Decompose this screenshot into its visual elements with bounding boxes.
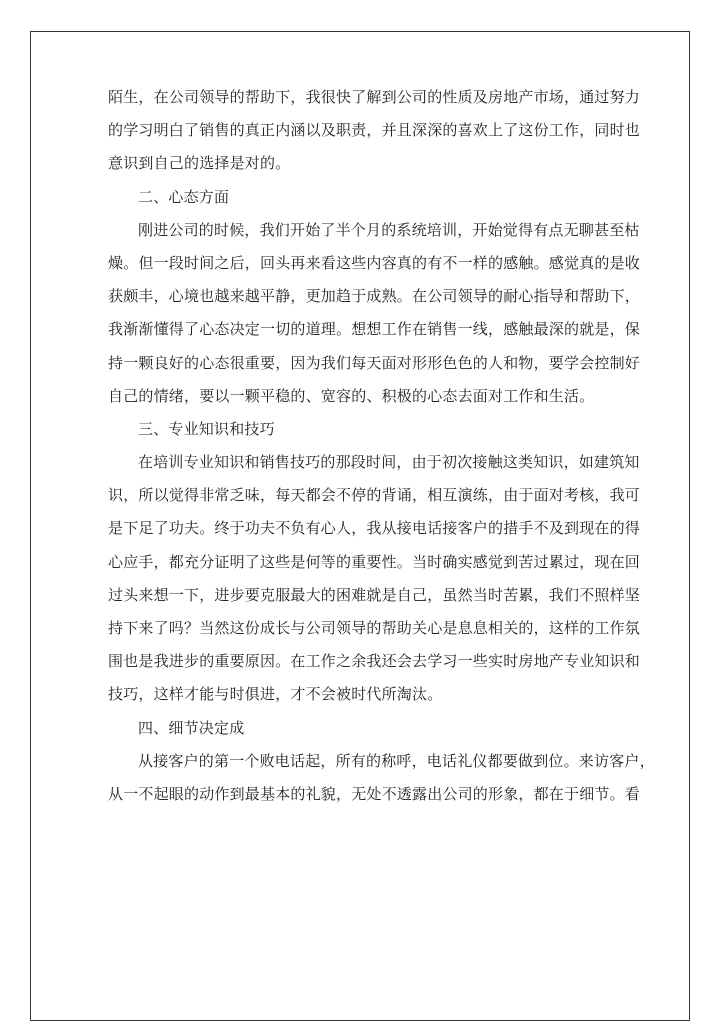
section-heading: 四、细节决定成 xyxy=(138,718,245,737)
text-line: 识，所以觉得非常乏味，每天都会不停的背诵，相互演练，由于面对考核，我可 xyxy=(108,486,641,505)
text-line: 围也是我进步的重要原因。在工作之余我还会去学习一些实时房地产专业知识和 xyxy=(108,652,641,671)
text-line: 自己的情绪，要以一颗平稳的、宽容的、积极的心态去面对工作和生活。 xyxy=(108,386,595,405)
text-line: 从一不起眼的动作到最基本的礼貌，无处不透露出公司的形象，都在于细节。看 xyxy=(108,784,641,803)
section-heading: 二、心态方面 xyxy=(138,187,230,206)
text-line: 从接客户的第一个败电话起，所有的称呼，电话礼仪都要做到位。来访客户， xyxy=(138,751,655,770)
text-line: 在培训专业知识和销售技巧的那段时间，由于初次接触这类知识，如建筑知 xyxy=(138,453,640,472)
section-heading: 三、专业知识和技巧 xyxy=(138,419,275,438)
text-line: 技巧，这样才能与时俱进，才不会被时代所淘汰。 xyxy=(108,685,443,704)
text-line: 持一颗良好的心态很重要，因为我们每天面对形形色色的人和物，要学会控制好 xyxy=(108,353,641,372)
text-line: 过头来想一下，进步要克服最大的困难就是自己，虽然当时苦累，我们不照样坚 xyxy=(108,585,641,604)
text-line: 持下来了吗？当然这份成长与公司领导的帮助关心是息息相关的，这样的工作氛 xyxy=(108,619,641,637)
text-line: 是下足了功夫。终于功夫不负有心人，我从接电话接客户的措手不及到现在的得 xyxy=(108,519,641,538)
text-line: 意识到自己的选择是对的。 xyxy=(108,154,291,173)
text-line: 获颇丰，心境也越来越平静，更加趋于成熟。在公司领导的耐心指导和帮助下， xyxy=(108,287,641,306)
document-body xyxy=(108,88,655,820)
text-line: 我渐渐懂得了心态决定一切的道理。想想工作在销售一线，感触最深的就是，保 xyxy=(108,320,641,339)
text-line: 陌生，在公司领导的帮助下，我很快了解到公司的性质及房地产市场，通过努力 xyxy=(108,88,641,106)
text-line: 燥。但一段时间之后，回头再来看这些内容真的有不一样的感触。感觉真的是收 xyxy=(108,253,641,272)
text-line: 心应手，都充分证明了这些是何等的重要性。当时确实感觉到苦过累过，现在回 xyxy=(108,552,641,571)
text-line: 刚进公司的时候，我们开始了半个月的系统培训，开始觉得有点无聊甚至枯 xyxy=(138,220,640,239)
text-line: 的学习明白了销售的真正内涵以及职责，并且深深的喜欢上了这份工作，同时也 xyxy=(108,121,641,140)
